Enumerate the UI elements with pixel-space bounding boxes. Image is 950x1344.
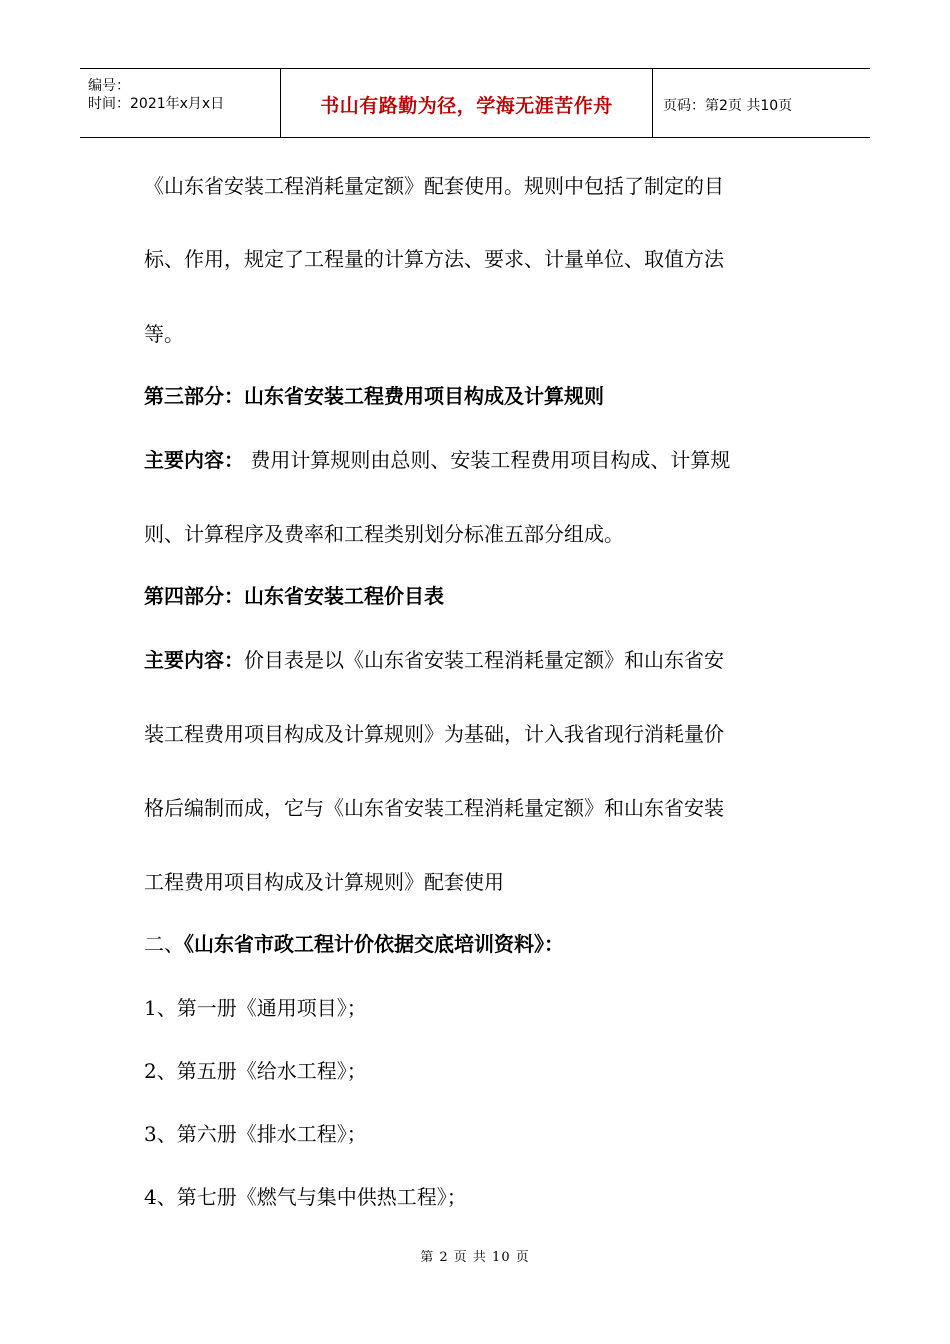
paragraph-line: 格后编制而成，它与《山东省安装工程消耗量定额》和山东省安装: [144, 796, 724, 820]
section-heading-part4: 第四部分：山东省安装工程价目表: [144, 584, 444, 608]
doc-time-label: 时间：2021年x月x日: [88, 96, 225, 112]
header-motto-cell: [281, 69, 653, 137]
list-item: 4、第七册《燃气与集中供热工程》；: [144, 1185, 467, 1209]
page-header: [80, 68, 870, 138]
doc-code-label: 编号：: [88, 78, 130, 94]
paragraph-line: 《山东省安装工程消耗量定额》配套使用。规则中包括了制定的目: [144, 174, 724, 198]
section-number: 二、: [144, 932, 184, 956]
main-content-label: 主要内容：: [144, 448, 244, 472]
section-title: 《山东省市政工程计价依据交底培训资料》：: [184, 932, 564, 956]
paragraph-line: [144, 446, 824, 474]
paragraph-line: 标、作用，规定了工程量的计算方法、要求、计量单位、取值方法: [144, 247, 724, 271]
paragraph-line: 等。: [144, 322, 184, 346]
paragraph-line: 工程费用项目构成及计算规则》配套使用: [144, 870, 504, 894]
paragraph-line: 则、计算程序及费率和工程类别划分标准五部分组成。: [144, 522, 624, 546]
section-heading-2: [144, 930, 824, 958]
section-heading-part3: 第三部分：山东省安装工程费用项目构成及计算规则: [144, 384, 604, 408]
main-content-label: 主要内容：: [144, 648, 244, 672]
list-item: 2、第五册《给水工程》；: [144, 1059, 367, 1083]
header-page-info: 页码：第2页 共10页: [663, 98, 793, 114]
paragraph-text: 价目表是以《山东省安装工程消耗量定额》和山东省安: [244, 648, 724, 672]
header-page-cell: [653, 69, 870, 137]
header-meta: [80, 69, 281, 137]
header-motto: 书山有路勤为径，学海无涯苦作舟: [320, 95, 613, 117]
paragraph-line: 装工程费用项目构成及计算规则》为基础，计入我省现行消耗量价: [144, 722, 724, 746]
paragraph-line: [144, 646, 824, 674]
page-footer: 第 2 页 共 10 页: [420, 1250, 530, 1265]
list-item: 3、第六册《排水工程》；: [144, 1122, 367, 1146]
list-item: 1、第一册《通用项目》；: [144, 996, 367, 1020]
paragraph-text: 费用计算规则由总则、安装工程费用项目构成、计算规: [244, 448, 731, 472]
